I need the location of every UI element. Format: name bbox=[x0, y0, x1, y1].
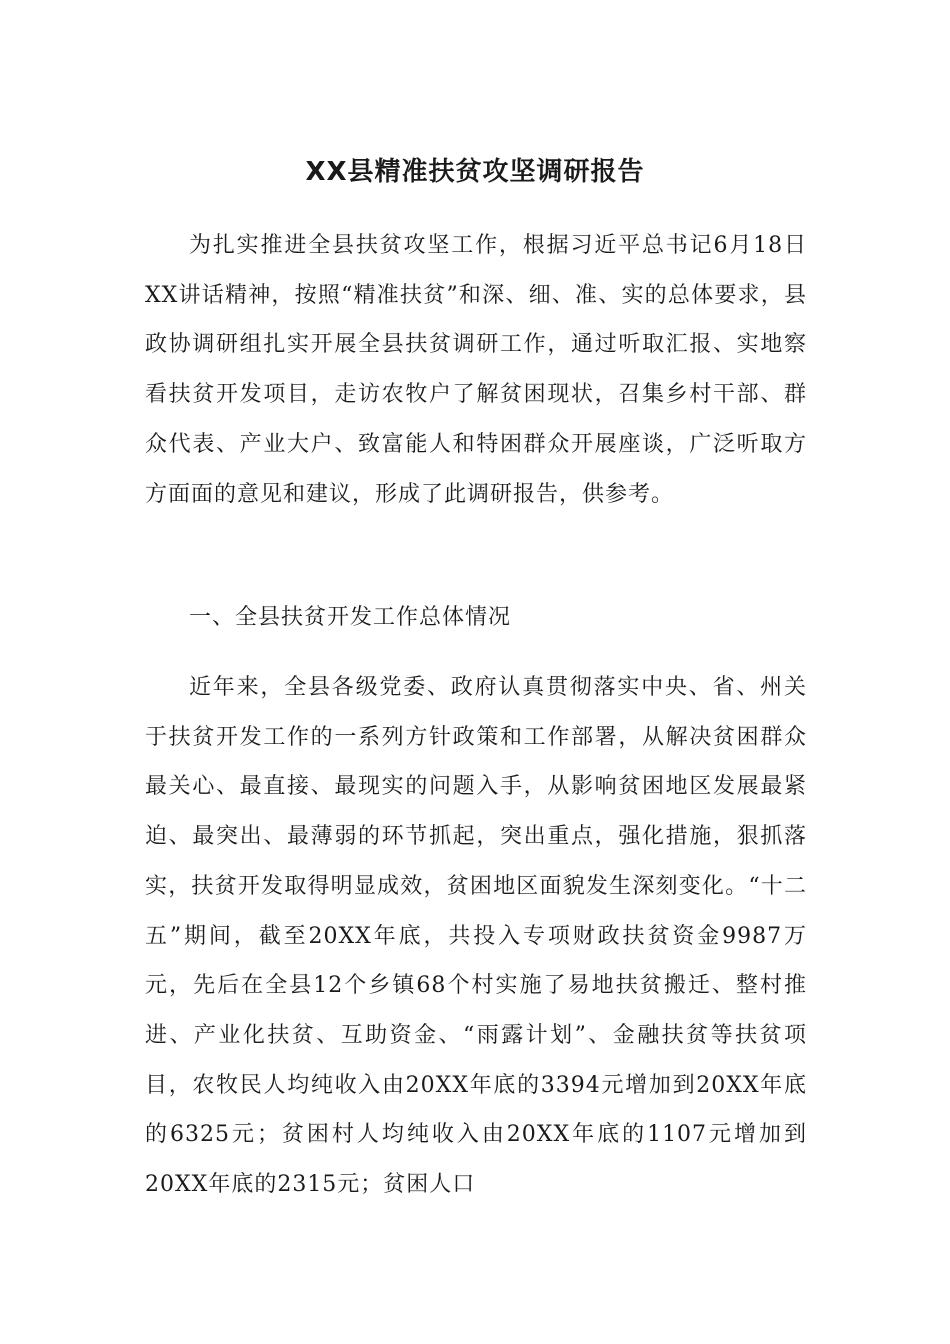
document-title: XX县精准扶贫攻坚调研报告 bbox=[305, 157, 645, 187]
section-heading: 一、全县扶贫开发工作总体情况 bbox=[189, 605, 512, 630]
intro-paragraph: 为扎实推进全县扶贫攻坚工作，根据习近平总书记6月18日XX讲话精神，按照“精准扶贫”和深、细、准、实的总体要求，县政协调研组扎实开展全县扶贫调研工作，通过听取汇报、实地察看扶贫开发项目，走访农牧户了解贫困现状，召集乡村干部、群众代表、产业大户、致富能人和特困群众开展座谈，广泛听取方方面面的意见和建议，形成了此调研报告，供参考。 bbox=[145, 233, 807, 507]
section-paragraph: 近年来，全县各级党委、政府认真贯彻落实中央、省、州关于扶贫开发工作的一系列方针政策和工作部署，从解决贫困群众最关心、最直接、最现实的问题入手，从影响贫困地区发展最紧迫、最突出、最薄弱的环节抓起，突出重点，强化措施，狠抓落实，扶贫开发取得明显成效，贫困地区面貌发生深刻变化。“十二五”期间，截至20XX年底，共投入专项财政扶贫资金9987万元，先后在全县12个乡镇68个村实施了易地扶贫搬迁、整村推进、产业化扶贫、互助资金、“雨露计划”、金融扶贫等扶贫项目，农牧民人均纯收入由20XX年底的3394元增加到20XX年底的6325元；贫困村人均纯收入由20XX年底的1107元增加到20XX年底的2315元；贫困人口 bbox=[145, 675, 807, 1198]
